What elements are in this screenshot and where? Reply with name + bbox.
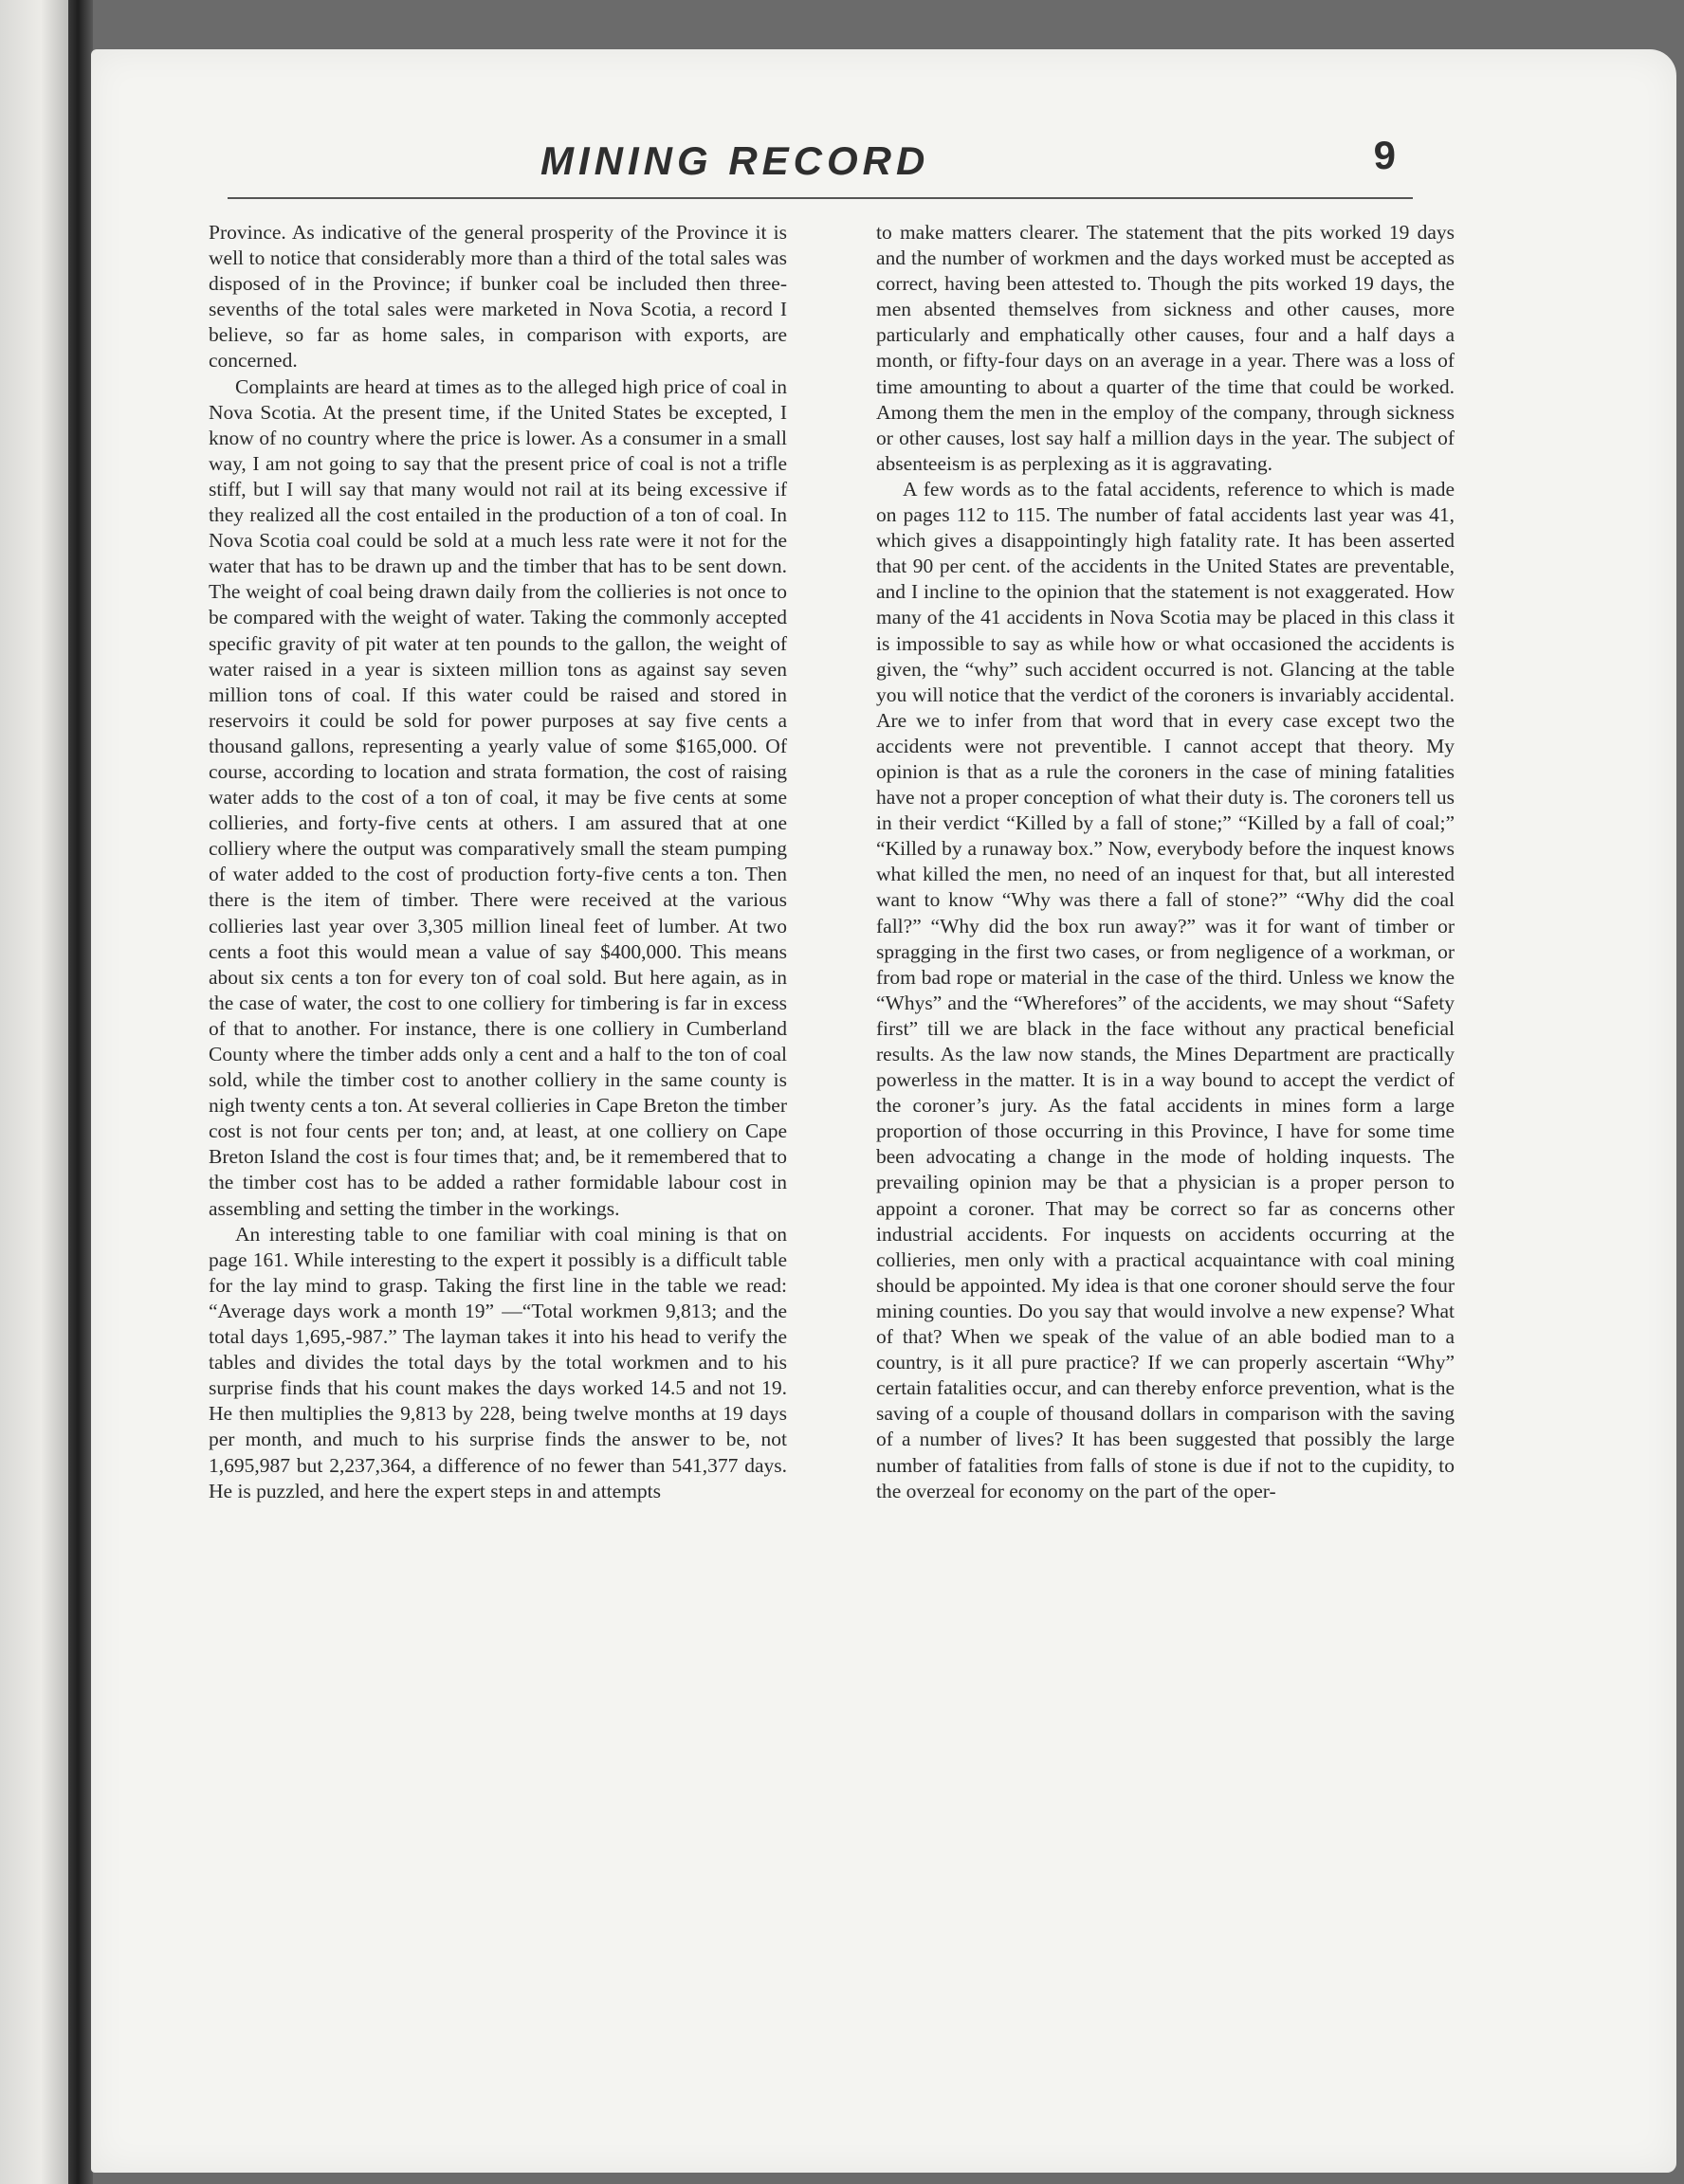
binding-gutter [68,0,93,2184]
paragraph: Complaints are heard at times as to the alleged high price of coal in Nova Scotia. At the present time, if the United States be excepted, I know of no country where the price is lower. As a consumer in a small way, I am not going to say that the present price of coal is not a trifle stiff, but I will say that many would not rail at its being excessive if they realized all the cost entailed in the production of a ton of coal. In Nova Scotia coal could be sold at a much less rate were it not for the water that has to be drawn up and the timber that has to be sent down. The weight of coal being drawn daily from the collieries is not once to be compared with the weight of water. Taking the commonly accepted specific gravity of pit water at ten pounds to the gallon, the weight of water raised in a year is sixteen million tons as against say seven million tons of coal. If this water could be raised and stored in reservoirs it could be sold for power purposes at say five cents a thousand gallons, representing a yearly value of some $165,000. Of course, according to location and strata formation, the cost of raising water adds to the cost of a ton of coal, it may be five cents at some collieries, and forty-five cents at others. I am assured that at one colliery where the output was comparatively small the steam pumping of water added to the cost of production forty-five cents a ton. Then there is the item of timber. There were received at the various collieries last year over 3,305 million lineal feet of lumber. At two cents a foot this would mean a value of say $400,000. This means about six cents a ton for every ton of coal sold. But here again, as in the case of water, the cost to one colliery for timbering is far in excess of that to another. For instance, there is one colliery in Cumberland County where the timber adds only a cent and a half to the ton of coal sold, while the timber cost to another colliery in the same county is nigh twenty cents a ton. At several collieries in Cape Breton the timber cost is not four cents per ton; and, at least, at one colliery on Cape Breton Island the cost is four times that; and, be it remembered that to the timber cost has to be added a rather formidable labour cost in assembling and setting the timber in the workings. [209,374,787,1220]
paragraph: Province. As indicative of the general prosperity of the Province it is well to notice that considerably more than a third of the total sales was disposed of in the Province; if bunker coal be included then three-sevenths of the total sales were marketed in Nova Scotia, a record I believe, so far as home sales, in comparison with exports, are concerned. [209,221,787,373]
facing-page-edge [0,0,68,2184]
paragraph: to make matters clearer. The statement that the pits worked 19 days and the number of workmen and the days worked must be accepted as correct, having been attested to. Though the pits worked 19 days, the men absented themselves from sickness and other causes, more particularly and emphatically other causes, four and a half days a month, or fifty-four days on an average in a year. There was a loss of time amounting to about a quarter of the time that could be worked. Among them the men in the employ of the company, through sickness or other causes, lost say half a million days in the year. The subject of absenteeism is as perplexing as it is aggravating. [876,221,1455,475]
left-text-column [209,220,787,1504]
right-text-column [876,220,1455,1504]
running-title: MINING RECORD [540,138,930,183]
paragraph: A few words as to the fatal accidents, reference to which is made on pages 112 to 115. The number of fatal accidents last year was 41, which gives a disappointingly high fatality rate. It has been asserted that 90 per cent. of the accidents in the United States are preventable, and I incline to the opinion that the statement is not exaggerated. How many of the 41 accidents in Nova Scotia may be placed in this class it is impossible to say as while how or what occasioned the accidents is given, the “why” such accident occurred is not. Glancing at the table you will notice that the verdict of the coroners is invariably accidental. Are we to infer from that word that in every case except two the accidents were not preventible. I cannot accept that theory. My opinion is that as a rule the coroners in the case of mining fatalities have not a proper conception of what their duty is. The coroners tell us in their verdict “Killed by a fall of stone;” “Killed by a fall of coal;” “Killed by a runaway box.” Now, everybody before the inquest knows what killed the men, no need of an inquest for that, but all interested want to know “Why was there a fall of stone?” “Why did the coal fall?” “Why did the box run away?” was it for want of timber or spragging in the first two cases, or from negligence of a workman, or from bad rope or material in the case of the third. Unless we know the “Whys” and the “Wherefores” of the accidents, we may shout “Safety first” till we are black in the face without any practical beneficial results. As the law now stands, the Mines Department are practically powerless in the matter. It is in a way bound to accept the verdict of the coroner’s jury. As the fatal accidents in mines form a large proportion of those occurring in this Province, I have for some time been advocating a change in the mode of holding inquests. The prevailing opinion may be that a physician is a proper person to appoint a coroner. That may be correct so far as concerns other industrial accidents. For inquests on accidents occurring at the collieries, men only with a practical acquaintance with coal mining should be appointed. My idea is that one coroner should serve the four mining counties. Do you say that would involve a new expense? What of that? When we speak of the value of an able bodied man to a country, is it all pure practice? If we can properly ascertain “Why” certain fatalities occur, and can thereby enforce prevention, what is the saving of a couple of thousand dollars in comparison with the saving of a number of lives? It has been suggested that possibly the large number of fatalities from falls of stone is due if not to the cupidity, to the overzeal for economy on the part of the oper- [876,477,1455,1502]
paragraph: An interesting table to one familiar with coal mining is that on page 161. While interesting to the expert it possibly is a difficult table for the lay mind to grasp. Taking the first line in the table we read: “Average days work a month 19” —“Total workmen 9,813; and the total days 1,695,-987.” The layman takes it into his head to verify the tables and divides the total days by the total workmen and to his surprise finds that his count makes the days worked 14.5 and not 19. He then multiplies the 9,813 by 228, being twelve months at 19 days per month, and much to his surprise finds the answer to be, not 1,695,987 but 2,237,364, a difference of no fewer than 541,377 days. He is puzzled, and here the expert steps in and attempts [209,1222,787,1502]
page-number: 9 [1373,133,1396,177]
page-header [228,135,1413,209]
header-rule [228,197,1413,199]
